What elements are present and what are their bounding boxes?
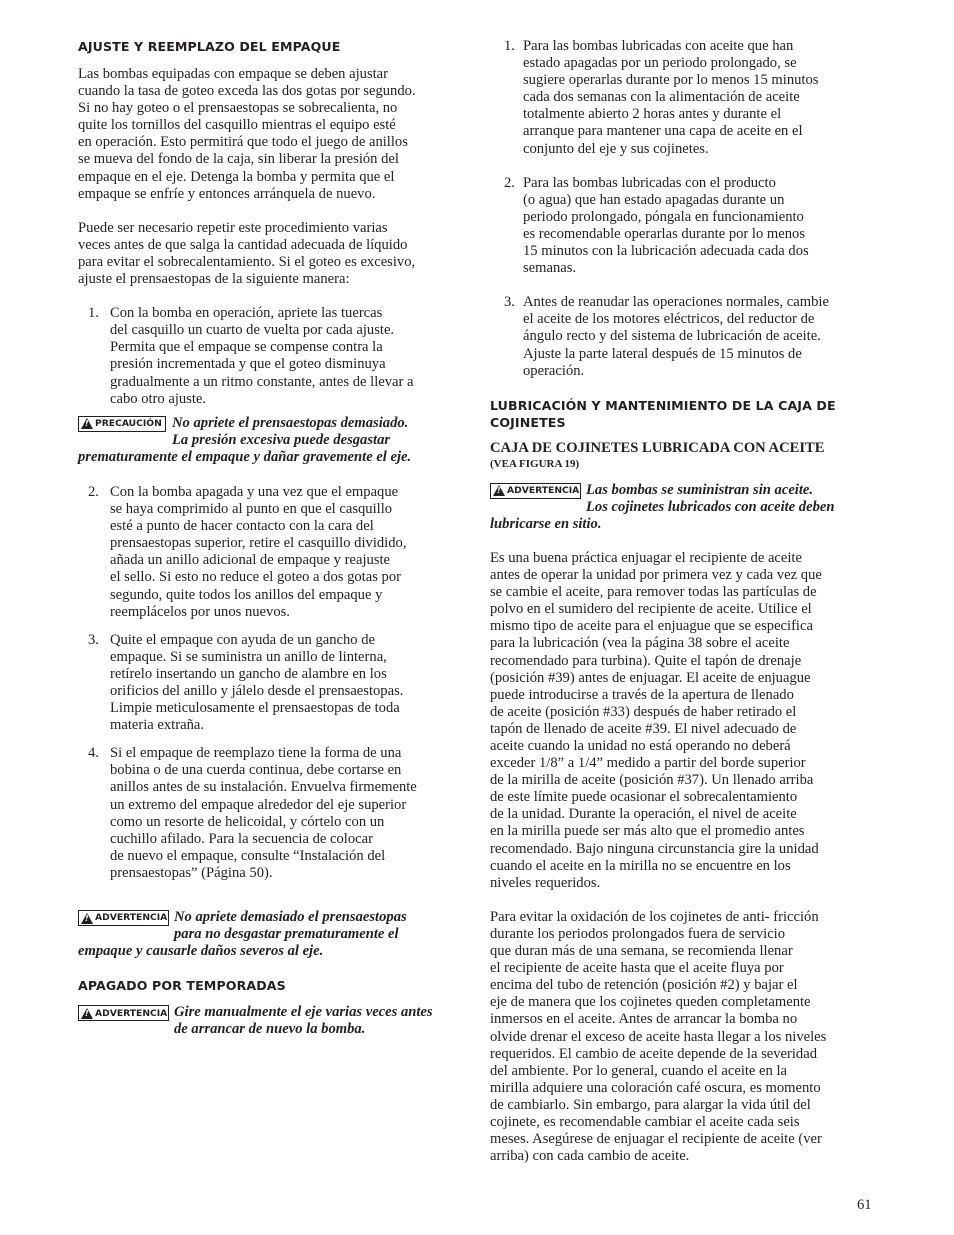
text-line: requeridos. El cambio de aceite depende de la severidad — [490, 1045, 817, 1062]
text-line: de aceite (posición #33) después de haber retirado el — [490, 703, 797, 720]
text-line: en operación. Esto permitirá que todo el juego de anillos — [78, 134, 408, 151]
list-item — [88, 305, 468, 408]
heading-packing-adjustment: AJUSTE Y REEMPLAZO DEL EMPAQUE — [78, 39, 341, 54]
text-line: prensaestopas superior, retire el casquillo dividido, — [110, 535, 407, 552]
caution-line: La presión excesiva puede desgastar — [172, 431, 391, 448]
text-line: segundo, quite todos los anillos del empaque y — [110, 586, 383, 603]
warning-triangle-icon — [81, 913, 93, 924]
text-line: Las bombas equipadas con empaque se deben ajustar — [78, 66, 389, 82]
warning-badge — [78, 910, 169, 926]
caution-note — [78, 415, 468, 466]
text-line: operación. — [523, 362, 585, 379]
text-line: cuando la tasa de goteo exceda las dos gotas por segundo. — [78, 83, 416, 100]
warning-triangle-icon — [81, 418, 93, 429]
text-line: estado apagadas por un periodo prolongado, se — [523, 55, 797, 72]
text-line: ángulo recto y del sistema de lubricación de aceite. — [523, 328, 821, 345]
figure-reference: (VEA FIGURA 19) — [490, 457, 580, 470]
text-line: antes de operar la unidad por primera vez y cada vez que — [490, 567, 822, 584]
text-line: como un resorte de helicoidal, y córtelo con un — [110, 813, 385, 830]
warning-note — [78, 1004, 468, 1038]
text-line: olvide drenar el exceso de aceite hasta llegar a los niveles — [490, 1028, 827, 1045]
list-item — [88, 745, 468, 882]
text-line: exceder 1/8” a 1/4” medido a partir del borde superior — [490, 755, 806, 772]
heading-seasonal-shutdown: APAGADO POR TEMPORADAS — [78, 978, 286, 994]
text-line: de la mirilla de aceite (posición #37). Un llenado arriba — [490, 772, 814, 789]
text-line: reemplácelos por unos nuevos. — [110, 603, 290, 620]
text-line: anillos antes de su instalación. Envuelva firmemente — [110, 779, 417, 796]
text-line: es recomendable operarlas durante por lo menos — [523, 225, 806, 242]
list-text — [110, 745, 468, 882]
badge-label: ADVERTENCIA — [507, 485, 580, 497]
list-number: 3. — [88, 631, 99, 648]
oil-flush-paragraph — [490, 550, 876, 892]
text-line: cojinete, es recomendable cambiar el aceite cada seis — [490, 1113, 800, 1130]
text-line: eje de manera que los cojinetes queden completamente — [490, 994, 811, 1011]
warning-line: Los cojinetes lubricados con aceite deben — [586, 498, 835, 515]
text-line: del ambiente. Por lo general, cuando el aceite en la — [490, 1062, 788, 1079]
caution-badge — [78, 416, 166, 432]
text-line: añada un anillo adicional de empaque y reajuste — [110, 552, 391, 569]
caution-line: No apriete el prensaestopas demasiado. — [172, 414, 409, 431]
text-line: empaque se enfríe y entonces arránquela de nuevo. — [78, 185, 376, 202]
text-line: Permita que el empaque se compense contra la — [110, 339, 383, 356]
text-line: orificios del anillo y jálelo desde el prensaestopas. — [110, 683, 404, 699]
text-line: 15 minutos con la lubricación adecuada cada dos — [523, 243, 809, 260]
list-text — [523, 175, 876, 278]
list-item — [504, 175, 876, 278]
packing-repeat-paragraph — [78, 220, 468, 288]
list-number: 1. — [504, 38, 515, 54]
text-line: el aceite de los motores eléctricos, del reductor de — [523, 311, 815, 328]
text-line: cuchillo afilado. Para la secuencia de colocar — [110, 830, 373, 847]
heading-bearing-lubrication — [490, 397, 876, 431]
warning-line: empaque y causarle daños severos al eje. — [78, 943, 324, 960]
text-line: arranque para mantener una capa de aceite en el — [523, 123, 803, 140]
text-line: puede introducirse a través de la apertura de llenado — [490, 686, 794, 703]
text-line: el sello. Si esto no reduce el goteo a dos gotas por — [110, 569, 401, 586]
text-line: totalmente abierto 2 horas antes y durante el — [523, 106, 782, 123]
text-line: bobina o de una cuerda continua, debe cortarse en — [110, 762, 402, 779]
text-line: encima del tubo de retención (posición #2) y bajar el — [490, 977, 798, 994]
text-line: quite los tornillos del casquillo mientras el equipo esté — [78, 117, 396, 134]
badge-label: ADVERTENCIA — [95, 912, 168, 924]
text-line: LUBRICACIÓN Y MANTENIMIENTO DE LA CAJA DE — [490, 397, 836, 413]
text-line: para evitar el sobrecalentamiento. Si el goteo es excesivo, — [78, 253, 416, 270]
text-line: materia extraña. — [110, 717, 204, 734]
text-line: COJINETES — [490, 414, 566, 430]
text-line: inmersos en el aceite. Antes de arrancar la bomba no — [490, 1011, 798, 1028]
text-line: tapón de llenado de aceite #39. El nivel adecuado de — [490, 720, 797, 737]
text-line: cabo otro ajuste. — [110, 390, 207, 407]
text-line: prensaestopas” (Página 50). — [110, 864, 273, 881]
list-text — [523, 294, 876, 379]
list-item — [504, 294, 876, 379]
text-line: polvo en el sumidero del recipiente de aceite. Utilice el — [490, 601, 812, 618]
text-line: sugiere operarlas durante por lo menos 15 minutos — [523, 72, 819, 89]
text-line: cuando el aceite en la mirilla no se encuentre en los — [490, 857, 791, 874]
subheading-oil-lubricated-housing: CAJA DE COJINETES LUBRICADA CON ACEITE — [490, 439, 825, 456]
text-line: niveles requeridos. — [490, 874, 601, 891]
text-line: en la mirilla puede ser más alto que el promedio antes — [490, 823, 805, 840]
list-item — [88, 484, 468, 621]
list-number: 3. — [504, 294, 515, 311]
text-line: de este límite puede ocasionar el sobrecalentamiento — [490, 789, 798, 806]
oxidation-prevention-paragraph — [490, 909, 876, 1165]
text-line: Quite el empaque con ayuda de un gancho de — [110, 631, 376, 648]
text-line: (o agua) que han estado apagadas durante un — [523, 191, 785, 208]
left-column — [78, 38, 468, 1039]
text-line: cada dos semanas con la alimentación de aceite — [523, 89, 800, 106]
text-line: Ajuste la parte lateral después de 15 minutos de — [523, 345, 802, 362]
caution-line: prematuramente el empaque y dañar gravemente el eje. — [78, 448, 412, 465]
warning-triangle-icon — [81, 1008, 93, 1019]
text-line: mismo tipo de aceite para el enjuague que se especifica — [490, 618, 813, 635]
text-line: presión incrementada y que el goteo disminuya — [110, 356, 386, 373]
text-line: meses. Asegúrese de enjuagar el recipiente de aceite (ver — [490, 1131, 822, 1148]
list-text — [523, 38, 876, 158]
text-line: esté a punto de hacer contacto con la cara del — [110, 518, 374, 535]
badge-label: PRECAUCIÓN — [95, 418, 162, 430]
text-line: Para evitar la oxidación de los cojinetes de anti- fricción — [490, 908, 819, 925]
warning-note — [78, 909, 468, 960]
text-line: que duran más de una semana, se recomienda llenar — [490, 943, 793, 960]
text-line: Es una buena práctica enjuagar el recipiente de aceite — [490, 549, 802, 566]
text-line: empaque. Si se suministra un anillo de linterna, — [110, 648, 387, 665]
text-line: Antes de reanudar las operaciones normales, cambie — [523, 294, 829, 311]
text-line: Puede ser necesario repetir este procedimiento varias — [78, 219, 388, 236]
warning-line: Gire manualmente el eje varias veces antes — [174, 1004, 433, 1021]
list-text — [110, 632, 468, 735]
list-number: 2. — [88, 483, 99, 500]
text-line: gradualmente a un ritmo constante, antes de llevar a — [110, 373, 414, 390]
text-line: mirilla adquiere una coloración café oscura, es momento — [490, 1079, 821, 1096]
right-column — [490, 38, 876, 1165]
warning-line: Las bombas se suministran sin aceite. — [586, 481, 814, 498]
text-line: para la lubricación (vea la página 38 sobre el aceite — [490, 635, 790, 652]
list-item — [88, 632, 468, 735]
text-line: periodo prolongado, póngala en funcionamiento — [523, 208, 804, 225]
text-line: de la unidad. Durante la operación, el nivel de aceite — [490, 806, 797, 823]
text-line: el recipiente de aceite hasta que el aceite fluya por — [490, 960, 784, 977]
text-line: Si el empaque de reemplazo tiene la forma de una — [110, 745, 402, 762]
text-line: semanas. — [523, 260, 577, 277]
text-line: recomendado. Bajo ninguna circunstancia gire la unidad — [490, 840, 819, 857]
text-line: un extremo del empaque alrededor del eje superior — [110, 796, 407, 813]
warning-triangle-icon — [493, 485, 505, 496]
text-line: conjunto del eje y sus cojinetes. — [523, 140, 709, 157]
text-line: ajuste el prensaestopas de la siguiente manera: — [78, 271, 350, 288]
text-line: de nuevo el empaque, consulte “Instalación del — [110, 847, 386, 864]
text-line: aceite cuando la unidad no está operando no deberá — [490, 738, 791, 754]
text-line: veces antes de que salga la cantidad adecuada de líquido — [78, 236, 408, 253]
warning-line: para no desgastar prematuramente el — [174, 926, 399, 943]
text-line: de cambiarlo. Sin embargo, para alargar la vida útil del — [490, 1096, 811, 1113]
text-line: Si no hay goteo o el prensaestopas se sobrecalienta, no — [78, 100, 398, 117]
text-line: se mueva del fondo de la caja, sin liberar la presión del — [78, 151, 399, 168]
text-line: durante los periodos prolongados fuera de servicio — [490, 925, 786, 942]
text-line: Limpie meticulosamente el prensaestopas de toda — [110, 700, 400, 717]
list-text — [110, 305, 468, 408]
text-line: empaque en el eje. Detenga la bomba y permita que el — [78, 168, 395, 185]
text-line: retírelo insertando un gancho de alambre en los — [110, 665, 387, 682]
text-line: (posición #39) antes de enjuagar. El aceite de enjuague — [490, 669, 811, 686]
list-number: 1. — [88, 305, 99, 322]
warning-note — [490, 482, 876, 533]
text-line: Con la bomba en operación, apriete las tuercas — [110, 305, 383, 322]
warning-line: lubricarse en sitio. — [490, 515, 602, 532]
warning-badge — [78, 1005, 169, 1021]
packing-intro-paragraph — [78, 66, 468, 203]
list-number: 2. — [504, 174, 515, 191]
list-number: 4. — [88, 745, 99, 762]
text-line: se haya comprimido al punto en que el casquillo — [110, 501, 393, 518]
text-line: Para las bombas lubricadas con aceite que han — [523, 38, 794, 54]
text-line: del casquillo un cuarto de vuelta por cada ajuste. — [110, 322, 395, 339]
warning-badge — [490, 483, 581, 499]
badge-label: ADVERTENCIA — [95, 1007, 168, 1019]
warning-line: de arrancar de nuevo la bomba. — [174, 1021, 366, 1038]
text-line: Con la bomba apagada y una vez que el empaque — [110, 483, 399, 500]
text-line: arriba) con cada cambio de aceite. — [490, 1148, 690, 1165]
text-line: se cambie el aceite, para remover todas las partículas de — [490, 584, 817, 601]
list-item — [504, 38, 876, 158]
text-line: recomendado para turbina). Quite el tapón de drenaje — [490, 652, 802, 669]
list-text — [110, 484, 468, 621]
warning-line: No apriete demasiado el prensaestopas — [174, 909, 407, 926]
text-line: Para las bombas lubricadas con el producto — [523, 174, 776, 191]
page-number: 61 — [857, 1197, 872, 1213]
